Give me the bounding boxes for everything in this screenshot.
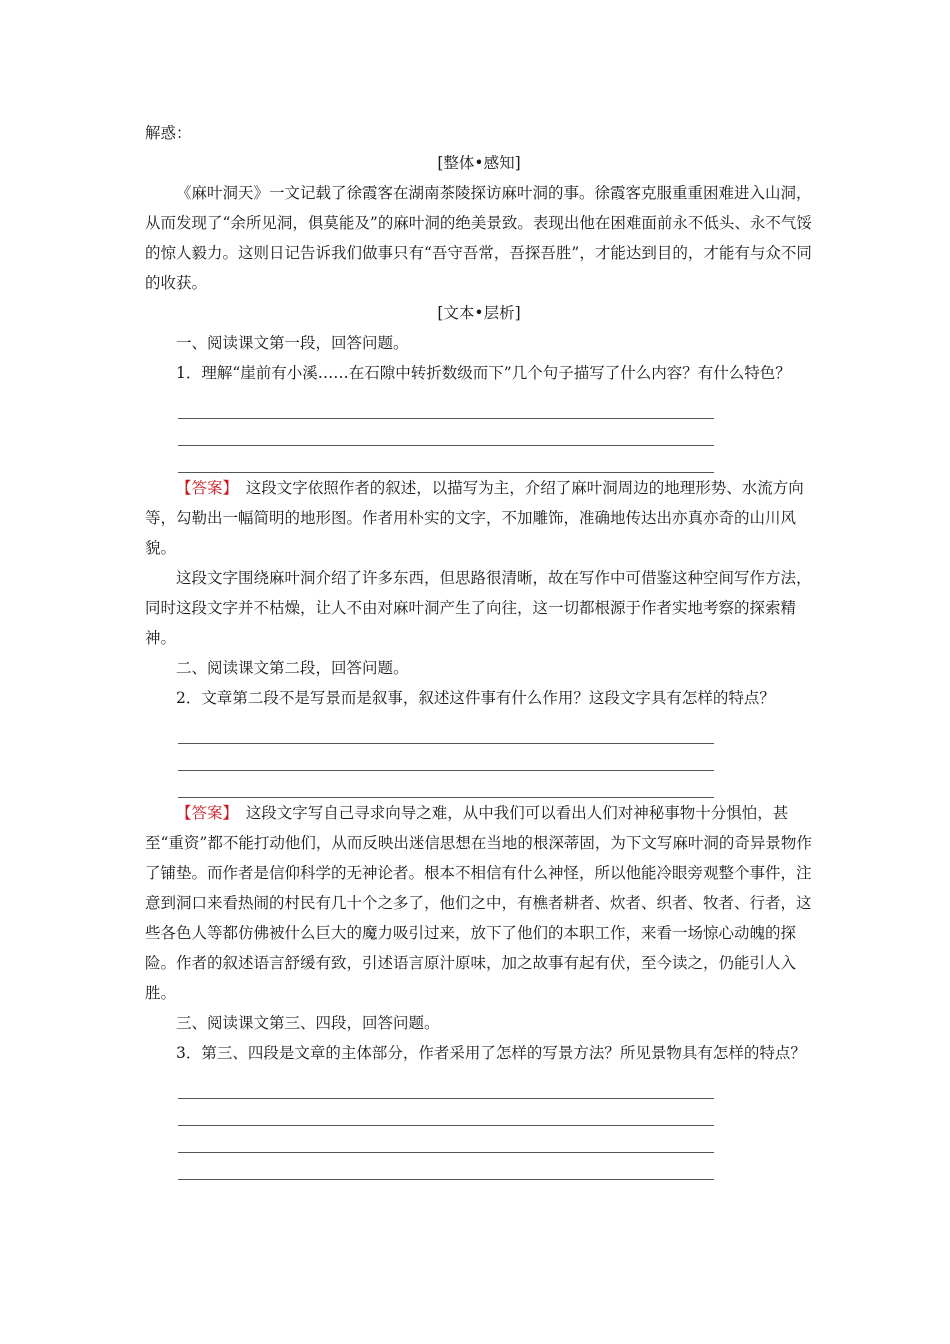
answer-blank-line[interactable] [178, 744, 714, 771]
answer-label: 【答案】 [176, 479, 231, 497]
part1-title: 一、阅读课文第一段，回答问题。 [176, 334, 409, 352]
answer-1-continued: 这段文字围绕麻叶洞介绍了许多东西，但思路很清晰，故在写作中可借鉴这种空间写作方法，同时这段文字并不枯燥，让人不由对麻叶洞产生了向往，这一切都根源于作者实地考察的探索精神。 [145, 569, 812, 647]
answer-text: 这段文字写自己寻求向导之难，从中我们可以看出人们对神秘事物十分惧怕，甚至“重资”都不能打动他们，从而反映出迷信思想在当地的根深蒂固，为下文写麻叶洞的奇异景物作了铺垫。而作者是信仰科学的无神论者。根本不相信有什么神怪，所以他能冷眼旁观整个事件，注意到洞口来看热闹的村民有几十个之多了，他们之中，有樵者耕者、炊者、织者、牧者、行者，这些各色人等都仿佛被什么巨大的魔力吸引过来，放下了他们的本职工作，来看一场惊心动魄的探险。作者的叙述语言舒缓有致，引述语言原汁原味，加之故事有起有伏，至今读之，仍能引人入胜。 [145, 804, 812, 1002]
overview-paragraph: 《麻叶洞天》一文记载了徐霞客在湖南茶陵探访麻叶洞的事。徐霞客克服重重困难进入山洞，从而发现了“余所见洞，俱莫能及”的麻叶洞的绝美景致。表现出他在困难面前永不低头、永不气馁的惊人毅力。这则日记告诉我们做事只有“吾守吾常，吾探吾胜”，才能达到目的，才能有与众不同的收获。 [145, 184, 812, 292]
answer-blank-line[interactable] [178, 446, 714, 473]
answer-blank-line[interactable] [178, 1126, 714, 1153]
intro-label: 解惑： [145, 124, 192, 142]
section-heading-overview: [整体•感知] [437, 154, 521, 172]
answer-blank-line[interactable] [178, 1153, 714, 1180]
answer-blank-line[interactable] [178, 419, 714, 446]
answer-blank-line[interactable] [178, 1099, 714, 1126]
document-body [145, 118, 813, 1180]
answer-blank-line[interactable] [178, 717, 714, 744]
part2-title: 二、阅读课文第二段，回答问题。 [176, 659, 409, 677]
question-2: 2．文章第二段不是写景而是叙事，叙述这件事有什么作用？这段文字具有怎样的特点？ [176, 689, 775, 707]
question-3: 3．第三、四段是文章的主体部分，作者采用了怎样的写景方法？所见景物具有怎样的特点？ [176, 1044, 806, 1062]
answer-label: 【答案】 [176, 804, 231, 822]
answer-blank-line[interactable] [178, 771, 714, 798]
answer-1 [145, 473, 813, 563]
question-1: 1．理解“崖前有小溪……在石隙中转折数级而下”几个句子描写了什么内容？有什么特色？ [176, 364, 791, 382]
answer-blank-line[interactable] [178, 392, 714, 419]
section-heading-analysis: [文本•层析] [437, 304, 521, 322]
answer-blank-lines-1 [178, 388, 714, 473]
part3-title: 三、阅读课文第三、四段，回答问题。 [176, 1014, 440, 1032]
answer-text: 这段文字依照作者的叙述，以描写为主，介绍了麻叶洞周边的地理形势、水流方向等，勾勒出一幅简明的地形图。作者用朴实的文字，不加雕饰，准确地传达出亦真亦奇的山川风貌。 [145, 479, 804, 557]
answer-2 [145, 798, 813, 1008]
answer-blank-lines-2 [178, 713, 714, 798]
answer-blank-line[interactable] [178, 1072, 714, 1099]
answer-blank-lines-3 [178, 1068, 714, 1180]
